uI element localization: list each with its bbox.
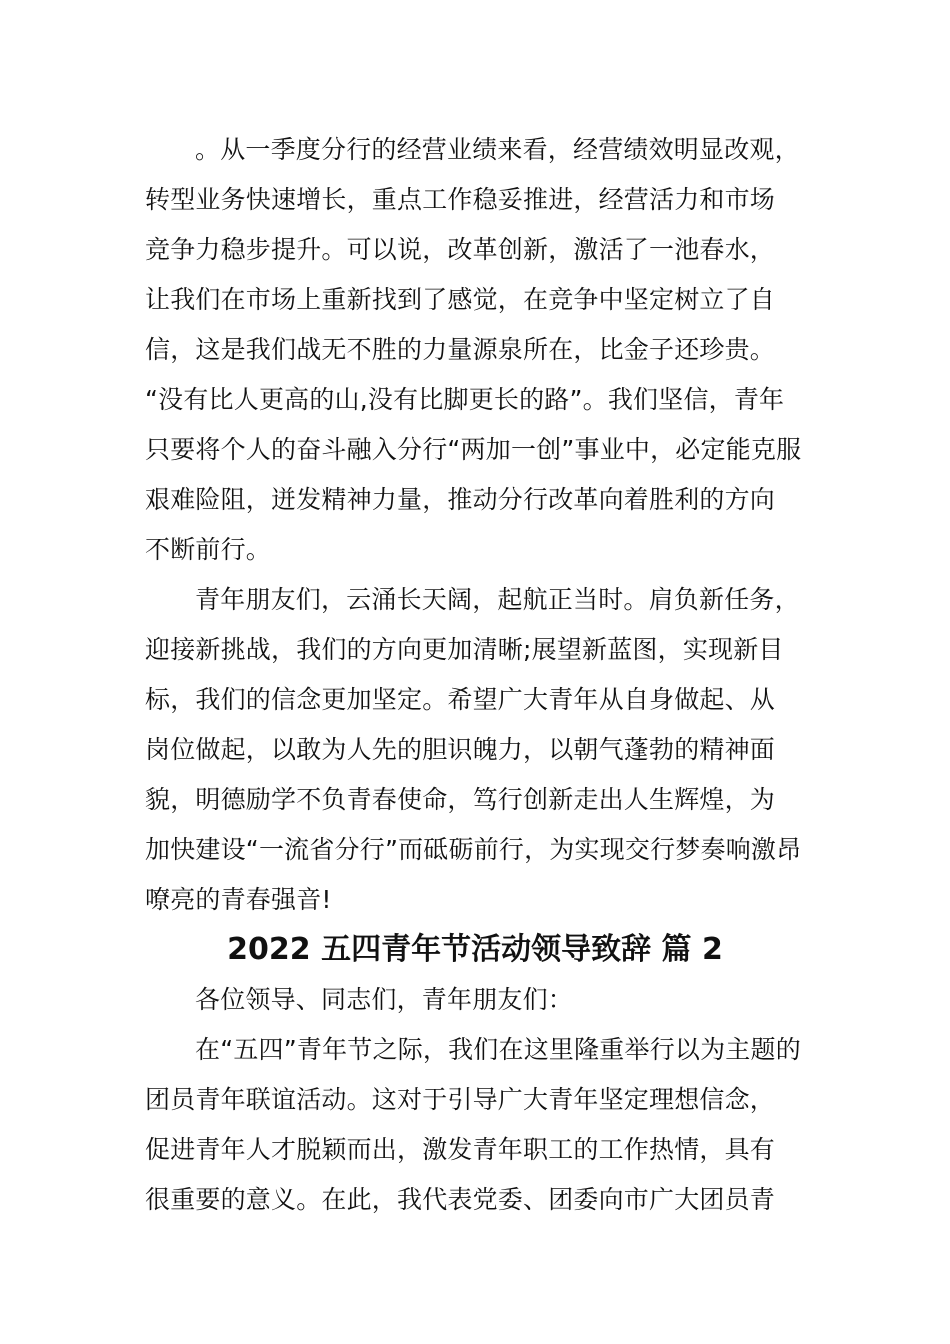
paragraph-2-line-5: 貌，明德励学不负青春使命，笃行创新走出人生辉煌，为	[145, 785, 776, 814]
paragraph-2-line-2: 迎接新挑战，我们的方向更加清晰;展望新蓝图，实现新目	[145, 635, 784, 664]
paragraph-1-line-5: 信，这是我们战无不胜的力量源泉所在，比金子还珍贵。	[145, 335, 776, 364]
paragraph-3-line-3: 促进青年人才脱颖而出，激发青年职工的工作热情，具有	[145, 1135, 776, 1164]
paragraph-1-line-2: 转型业务快速增长，重点工作稳妥推进，经营活力和市场	[145, 185, 776, 214]
paragraph-1-line-3: 竞争力稳步提升。可以说，改革创新，激活了一池春水，	[145, 235, 776, 264]
paragraph-1-line-8: 艰难险阻，迸发精神力量，推动分行改革向着胜利的方向	[145, 485, 776, 514]
paragraph-2-line-6: 加快建设“一流省分行”而砥砺前行，为实现交行梦奏响激昂	[145, 835, 802, 864]
paragraph-1-line-7: 只要将个人的奋斗融入分行“两加一创”事业中，必定能克服	[145, 435, 802, 464]
paragraph-2-line-1: 青年朋友们，云涌长天阔，起航正当时。肩负新任务，	[195, 585, 800, 614]
paragraph-1-line-6: “没有比人更高的山,没有比脚更长的路”。我们坚信，青年	[145, 385, 785, 414]
section-heading: 2022 五四青年节活动领导致辞 篇 2	[227, 932, 723, 967]
paragraph-3-line-4: 很重要的意义。在此，我代表党委、团委向市广大团员青	[145, 1185, 776, 1214]
paragraph-1-line-1: 。从一季度分行的经营业绩来看，经营绩效明显改观，	[195, 135, 800, 164]
paragraph-1-line-9: 不断前行。	[145, 535, 272, 564]
paragraph-3-line-1: 在“五四”青年节之际，我们在这里隆重举行以为主题的	[195, 1035, 801, 1064]
paragraph-2-line-3: 标，我们的信念更加坚定。希望广大青年从自身做起、从	[145, 685, 776, 714]
salutation: 各位领导、同志们，青年朋友们：	[195, 985, 574, 1014]
paragraph-2-line-7: 嘹亮的青春强音!	[145, 885, 332, 914]
paragraph-2-line-4: 岗位做起，以敢为人先的胆识魄力，以朝气蓬勃的精神面	[145, 735, 776, 764]
paragraph-1-line-4: 让我们在市场上重新找到了感觉，在竞争中坚定树立了自	[145, 285, 776, 314]
paragraph-3-line-2: 团员青年联谊活动。这对于引导广大青年坚定理想信念，	[145, 1085, 776, 1114]
